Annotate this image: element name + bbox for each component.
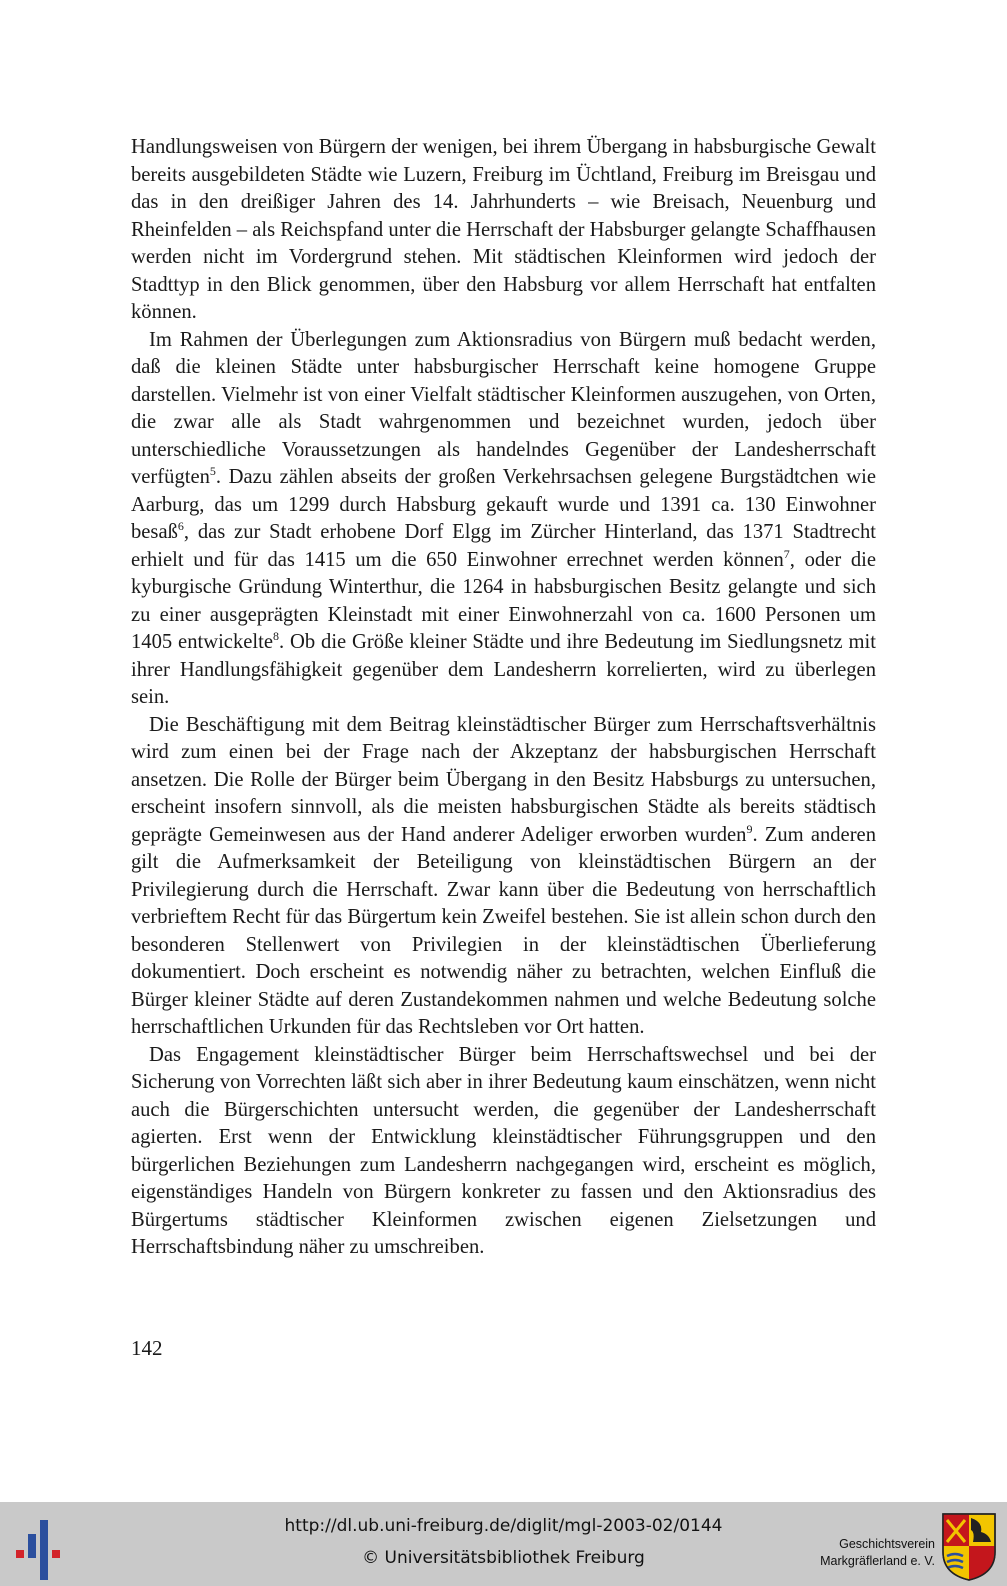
footnote-ref-9[interactable]: 9 bbox=[746, 821, 753, 836]
paragraph-1: Handlungsweisen von Bürgern der wenigen, bei ihrem Übergang in habsburgische Gewalt bereits ausgebildeten Städte wie Luzern, Freiburg im Üchtland, Freiburg im Breisgau und das in den dreißiger Jahren des 14. Jahrhunderts – wie Breisach, Neuenburg und Rheinfelden – als Reichspfand unter die Herrschaft der Habsburger gelangte Schaffhausen werden nicht im Vordergrund stehen. Mit städtischen Kleinformen wird jedoch der Stadttyp in den Blick genommen, über den Habsburg vor allem Herrschaft hat entfalten können. bbox=[131, 136, 876, 323]
society-line-1: Geschichtsverein bbox=[839, 1537, 935, 1551]
footnote-ref-5[interactable]: 5 bbox=[209, 464, 216, 479]
coat-of-arms-icon bbox=[941, 1512, 997, 1582]
paragraph-4: Das Engagement kleinstädtischer Bürger beim Herrschaftswechsel und bei der Sicherung von Vorrechten läßt sich aber in ihrer Bedeutung kaum einschätzen, wenn nicht auch die Bürgerschichten untersucht werden, die gegenüber der Landesherrschaft agierten. Erst wenn der Entwicklung kleinstädtischer Führungsgruppen und den bürgerlichen Beziehungen zum Landesherrn nachgegangen wird, erscheint es möglich, eigenständiges Handeln von Bürgern konkreter zu fassen und den Aktionsradius des Bürgertums städtischer Kleinformen zwischen eigenen Zielsetzungen und Herrschaftsbindung näher zu umschreiben. bbox=[131, 1043, 876, 1258]
society-name bbox=[820, 1536, 935, 1570]
footer-bar bbox=[0, 1502, 1007, 1586]
paragraph-3: Die Beschäftigung mit dem Beitrag kleinstädtischer Bürger zum Herrschaftsverhältnis wird zum einen bei der Frage nach der Akzeptanz der habsburgischen Herrschaft ansetzen. Die Rolle der Bürger beim Übergang in den Besitz Habsburgs zu untersuchen, erscheint insofern sinnvoll, als die meisten habsburgischen Städte als bereits städtisch geprägte Gemeinwesen aus der Hand anderer Adeliger erworben wurden$^9$. Zum anderen gilt die Aufmerksamkeit der Beteiligung von kleinstädtischen Bürgern an der Privilegierung durch die Herrschaft. Zwar kann über die Bedeutung von herrschaftlich verbrieftem Recht für das Bürgertum kein Zweifel bestehen. Sie ist allein schon durch den besonderen Stellenwert von Privilegien in der kleinstädtischen Überlieferung dokumentiert. Doch erscheint es notwendig näher zu betrachten, welchen Einfluß die Bürger kleiner Städte auf deren Zustandekommen nahmen und welche Bedeutung solche herrschaftlichen Urkunden für das Rechtsleben vor Ort hatten. bbox=[131, 713, 876, 1038]
footnote-ref-7[interactable]: 7 bbox=[783, 546, 790, 561]
page-number: 142 bbox=[131, 1336, 163, 1360]
footnote-ref-6[interactable]: 6 bbox=[177, 519, 184, 534]
society-line-2: Markgräflerland e. V. bbox=[820, 1554, 935, 1568]
paragraph-2: Im Rahmen der Überlegungen zum Aktionsradius von Bürgern muß bedacht werden, daß die kleinen Städte unter habsburgischer Herrschaft keine homogene Gruppe darstellen. Vielmehr ist von einer Vielfalt städtischer Kleinformen auszugehen, von Orten, die zwar alle als Stadt wahrgenommen und bezeichnet wurden, jedoch über unterschiedliche Voraussetzungen als handelndes Gegenüber der Landesherrschaft verfügten$^5$. Dazu zählen abseits der großen Verkehrsachsen gelegene Burgstädtchen wie Aarburg, das um 1299 durch Habsburg gekauft wurde und 1391 ca. 130 Einwohner besaß$^6$, das zur Stadt erhobene Dorf Elgg im Zürcher Hinterland, das 1371 Stadtrecht erhielt und für das 1415 um die 650 Einwohner errechnet werden können$^7$, oder die kyburgische Gründung Winterthur, die 1264 in habsburgischen Besitz gelangte und sich zu einer ausgeprägten Kleinstadt mit einer Einwohnerzahl von ca. 1600 Personen um 1405 entwickelte$^8$. Ob die Größe kleiner Städte und ihre Bedeutung im Siedlungsnetz mit ihrer Handlungsfähigkeit gegenüber dem Landesherrn korrelierten, wird zu überlegen sein. bbox=[131, 328, 876, 708]
footer-url-link[interactable]: http://dl.ub.uni-freiburg.de/diglit/mgl-2003-02/0144 bbox=[284, 1516, 723, 1536]
footnote-ref-8[interactable]: 8 bbox=[272, 629, 279, 644]
body-text bbox=[131, 134, 876, 1262]
footer-copyright: © Universitätsbibliothek Freiburg bbox=[362, 1548, 645, 1568]
